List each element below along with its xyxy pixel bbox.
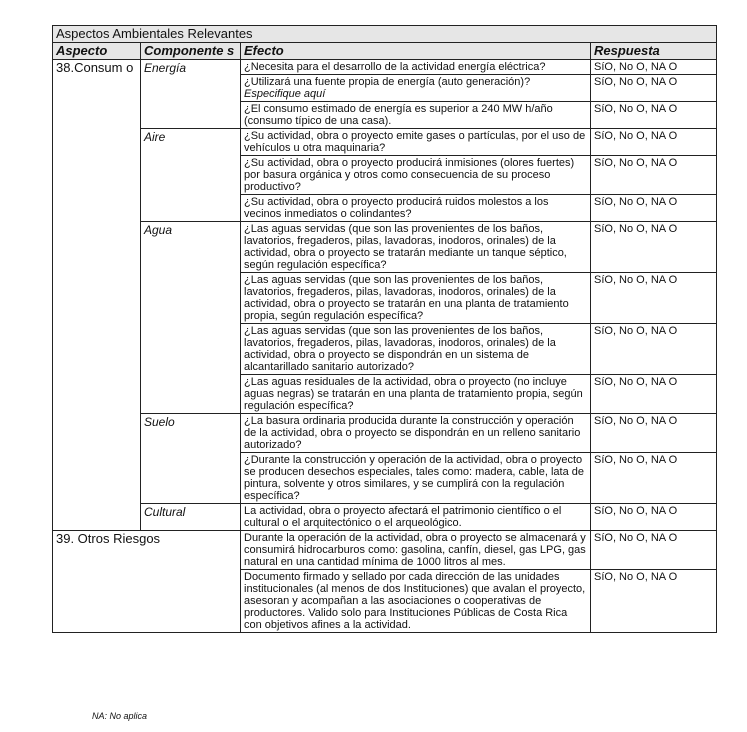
response-options[interactable]: SíO, No O, NA O [591,129,717,156]
efecto-cell: ¿Las aguas servidas (que son las provenientes de los baños, lavatorios, fregaderos, pilas, lavadoras, inodoros, orinales) de la actividad, obra o proyecto se tratarán mediante un tanque séptico, según regulación específica? [241,222,591,273]
efecto-cell: Documento firmado y sellado por cada dirección de las unidades institucionales (al menos de dos Instituciones) que avalan el proyecto, asesoran y acompañan a las asociaciones o cooperativas de productores. Valido solo para Instituciones Públicas de Costa Rica con objetivos afines a la actividad. [241,570,591,633]
efecto-cell: ¿Las aguas servidas (que son las provenientes de los baños, lavatorios, fregaderos, pilas, lavadoras, inodoros, orinales) de la actividad, obra o proyecto se tratarán en una planta de tratamiento propia, según regulación específica? [241,273,591,324]
header-aspecto: Aspecto [53,43,141,60]
componente-aire: Aire [141,129,241,222]
efecto-cell: ¿Su actividad, obra o proyecto producirá ruidos molestos a los vecinos inmediatos o colindantes? [241,195,591,222]
efecto-cell: ¿El consumo estimado de energía es superior a 240 MW h/año (consumo típico de una casa). [241,102,591,129]
footnote: NA: No aplica [92,711,148,721]
environmental-aspects-table [52,25,717,633]
efecto-cell: ¿Necesita para el desarrollo de la actividad energía eléctrica? [241,60,591,75]
componente-agua: Agua [141,222,241,414]
componente-cultural: Cultural [141,504,241,531]
response-options[interactable]: SíO, No O, NA O [591,414,717,453]
efecto-cell: ¿Durante la construcción y operación de la actividad, obra o proyecto se producen desechos especiales, tales como: madera, cable, lata de pintura, solvente y otros similares, y se cumplirá con la regulación específica? [241,453,591,504]
efecto-cell: ¿La basura ordinaria producida durante la construcción y operación de la actividad, obra o proyecto se dispondrán en un relleno sanitario autorizado? [241,414,591,453]
response-options[interactable]: SíO, No O, NA O [591,156,717,195]
componente-suelo: Suelo [141,414,241,504]
efecto-cell: La actividad, obra o proyecto afectará el patrimonio científico o el cultural o el arquitectónico o el arqueológico. [241,504,591,531]
efecto-cell: ¿Las aguas residuales de la actividad, obra o proyecto (no incluye aguas negras) se tratarán en una planta de tratamiento propia, según regulación específica? [241,375,591,414]
response-options[interactable]: SíO, No O, NA O [591,504,717,531]
header-componentes: Componente s [141,43,241,60]
efecto-text: ¿Utilizará una fuente propia de energía (auto generación)? [244,76,531,88]
aspecto-otros-riesgos: 39. Otros Riesgos [53,531,241,633]
response-options[interactable]: SíO, No O, NA O [591,60,717,75]
header-efecto: Efecto [241,43,591,60]
efecto-cell: ¿Las aguas servidas (que son las provenientes de los baños, lavatorios, fregaderos, pilas, lavadoras, inodoros, orinales) de la actividad, obra o proyecto se dispondrán en un sistema de alcantarillado sanitario autorizado? [241,324,591,375]
componente-energia: Energía [141,60,241,129]
header-respuesta: Respuesta [591,43,717,60]
efecto-cell: ¿Su actividad, obra o proyecto producirá inmisiones (olores fuertes) por basura orgánica y otros como consecuencia de su proceso productivo? [241,156,591,195]
aspecto-consumo: 38.Consum o [53,60,141,531]
response-options[interactable]: SíO, No O, NA O [591,324,717,375]
response-options[interactable]: SíO, No O, NA O [591,195,717,222]
response-options[interactable]: SíO, No O, NA O [591,102,717,129]
efecto-cell: Durante la operación de la actividad, obra o proyecto se almacenará y consumirá hidrocarburos como: gasolina, canfín, diesel, gas LPG, gas natural en una cantidad mínima de 1000 litros al mes. [241,531,591,570]
efecto-cell [241,75,591,102]
response-options[interactable]: SíO, No O, NA O [591,531,717,570]
response-options[interactable]: SíO, No O, NA O [591,75,717,102]
efecto-cell: ¿Su actividad, obra o proyecto emite gases o partículas, por el uso de vehículos u otra maquinaria? [241,129,591,156]
response-options[interactable]: SíO, No O, NA O [591,453,717,504]
especifique-field[interactable]: Especifique aquí [244,88,326,100]
response-options[interactable]: SíO, No O, NA O [591,273,717,324]
response-options[interactable]: SíO, No O, NA O [591,375,717,414]
table-title: Aspectos Ambientales Relevantes [53,26,717,43]
response-options[interactable]: SíO, No O, NA O [591,222,717,273]
response-options[interactable]: SíO, No O, NA O [591,570,717,633]
